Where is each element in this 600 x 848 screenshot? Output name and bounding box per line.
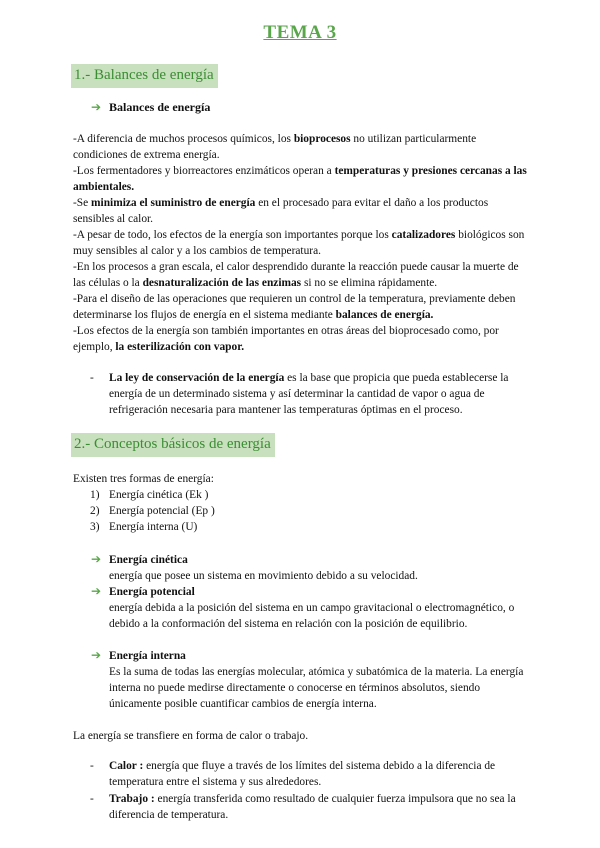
line-bold-text: desnaturalización de las enzimas (142, 277, 302, 289)
line-bold-text: catalizadores (391, 229, 456, 241)
line-bold-text: la esterilización con vapor. (115, 341, 245, 353)
section-1-subheading (91, 100, 210, 115)
energy-transfer-text: La energía se transfiere en forma de calor o trabajo. (73, 730, 309, 742)
dash-marker: - (90, 760, 94, 772)
document-title: TEMA 3 (263, 22, 337, 43)
paragraph-line (73, 259, 528, 291)
paragraph-line (73, 195, 528, 227)
bullet-bold-text: La ley de conservación de la energía (109, 372, 285, 384)
line-text: -Los fermentadores y biorreactores enzimáticos operan a (73, 165, 335, 177)
section-1-paragraphs (73, 131, 528, 355)
arrow-right-icon: ➔ (91, 552, 102, 566)
line-bold-text: temperaturas y presiones cercanas a las ambientales. (73, 165, 527, 193)
section-2-heading: 2.- Conceptos básicos de energía (71, 433, 275, 457)
work-text: energía transferida como resultado de cualquier fuerza impulsora que no sea la diferencia de temperatura. (109, 793, 516, 821)
work-bold-text: Trabajo : (109, 793, 155, 805)
paragraph-line (73, 131, 528, 163)
subheading-text: Balances de energía (109, 100, 211, 114)
dash-marker: - (90, 793, 94, 805)
line-text: -A diferencia de muchos procesos químicos, los (73, 133, 294, 145)
line-text: -Para el diseño de las operaciones que requieren un control de la temperatura, previamente deben determinarse los flujos de energía en el sistema mediante (73, 293, 516, 321)
heat-bold-text: Calor : (109, 760, 144, 772)
conservation-law-text (109, 370, 530, 418)
section-1-heading: 1.- Balances de energía (71, 64, 218, 88)
paragraph-line (73, 323, 528, 355)
paragraph-line (73, 291, 528, 323)
line-text: biológicos son muy sensibles al calor y a los cambios de temperatura. (73, 229, 525, 257)
energy-forms-list (90, 487, 215, 535)
line-text: -A pesar de todo, los efectos de la energía son importantes porque los (73, 229, 392, 241)
line-text: en el procesado para evitar el daño a los productos sensibles al calor. (73, 197, 489, 225)
energy-forms-intro: Existen tres formas de energía: (73, 473, 214, 485)
arrow-right-icon: ➔ (91, 100, 102, 114)
list-item: 3) Energía interna (U) (90, 521, 198, 533)
work-bullet (90, 791, 530, 823)
line-bold-text: minimiza el suministro de energía (91, 197, 256, 209)
heat-bullet (90, 758, 530, 790)
line-text: no utilizan particularmente condiciones de extrema energía. (73, 133, 477, 161)
definition-potential: ➔ Energía potencial energía debida a la posición del sistema en un campo gravitacional o electromagnético, o debido a la conformación del sistema en relación con la posición de equilibrio. (91, 584, 515, 630)
line-text: -Los efectos de la energía son también importantes en otras áreas del bioprocesado como, por ejemplo, (73, 325, 499, 353)
conservation-law-bullet (90, 370, 530, 418)
heat-text (109, 758, 530, 790)
paragraph-line (73, 227, 528, 259)
list-item: 1) Energía cinética (Ek ) (90, 489, 209, 501)
list-item: 2) Energía potencial (Ep ) (90, 505, 215, 517)
heat-text: energía que fluye a través de los límites del sistema debido a la diferencia de temperatura entre el sistema y sus alrededores. (109, 760, 496, 788)
line-text: si no se elimina rápidamente. (301, 277, 438, 289)
line-bold-text: bioprocesos (293, 133, 351, 145)
definition-kinetic: ➔ Energía cinética energía que posee un sistema en movimiento debido a su velocidad. (91, 552, 418, 582)
dash-marker: - (90, 372, 94, 384)
bullet-text: es la base que propicia que pueda establecerse la energía de un determinado sistema y así determinar la cantidad de vapor o agua de refrigeración necesaria para mantener las temperaturas óptimas en el proceso. (109, 372, 509, 416)
line-text: -En los procesos a gran escala, el calor desprendido durante la reacción puede causar la muerte de las células o la (73, 261, 519, 289)
arrow-right-icon: ➔ (91, 584, 102, 598)
arrow-right-icon: ➔ (91, 648, 102, 662)
work-text (109, 791, 530, 823)
paragraph-line (73, 163, 528, 195)
definition-internal: ➔ Energía interna Es la suma de todas las energías molecular, atómica y subatómica de la materia. La energía interna no puede medirse directamente o conocerse en términos absolutos, siendo únicamente posible cuantificar cambios de energía interna. (91, 648, 524, 710)
line-text: -Se (73, 197, 92, 209)
line-bold-text: balances de energía. (335, 309, 434, 321)
